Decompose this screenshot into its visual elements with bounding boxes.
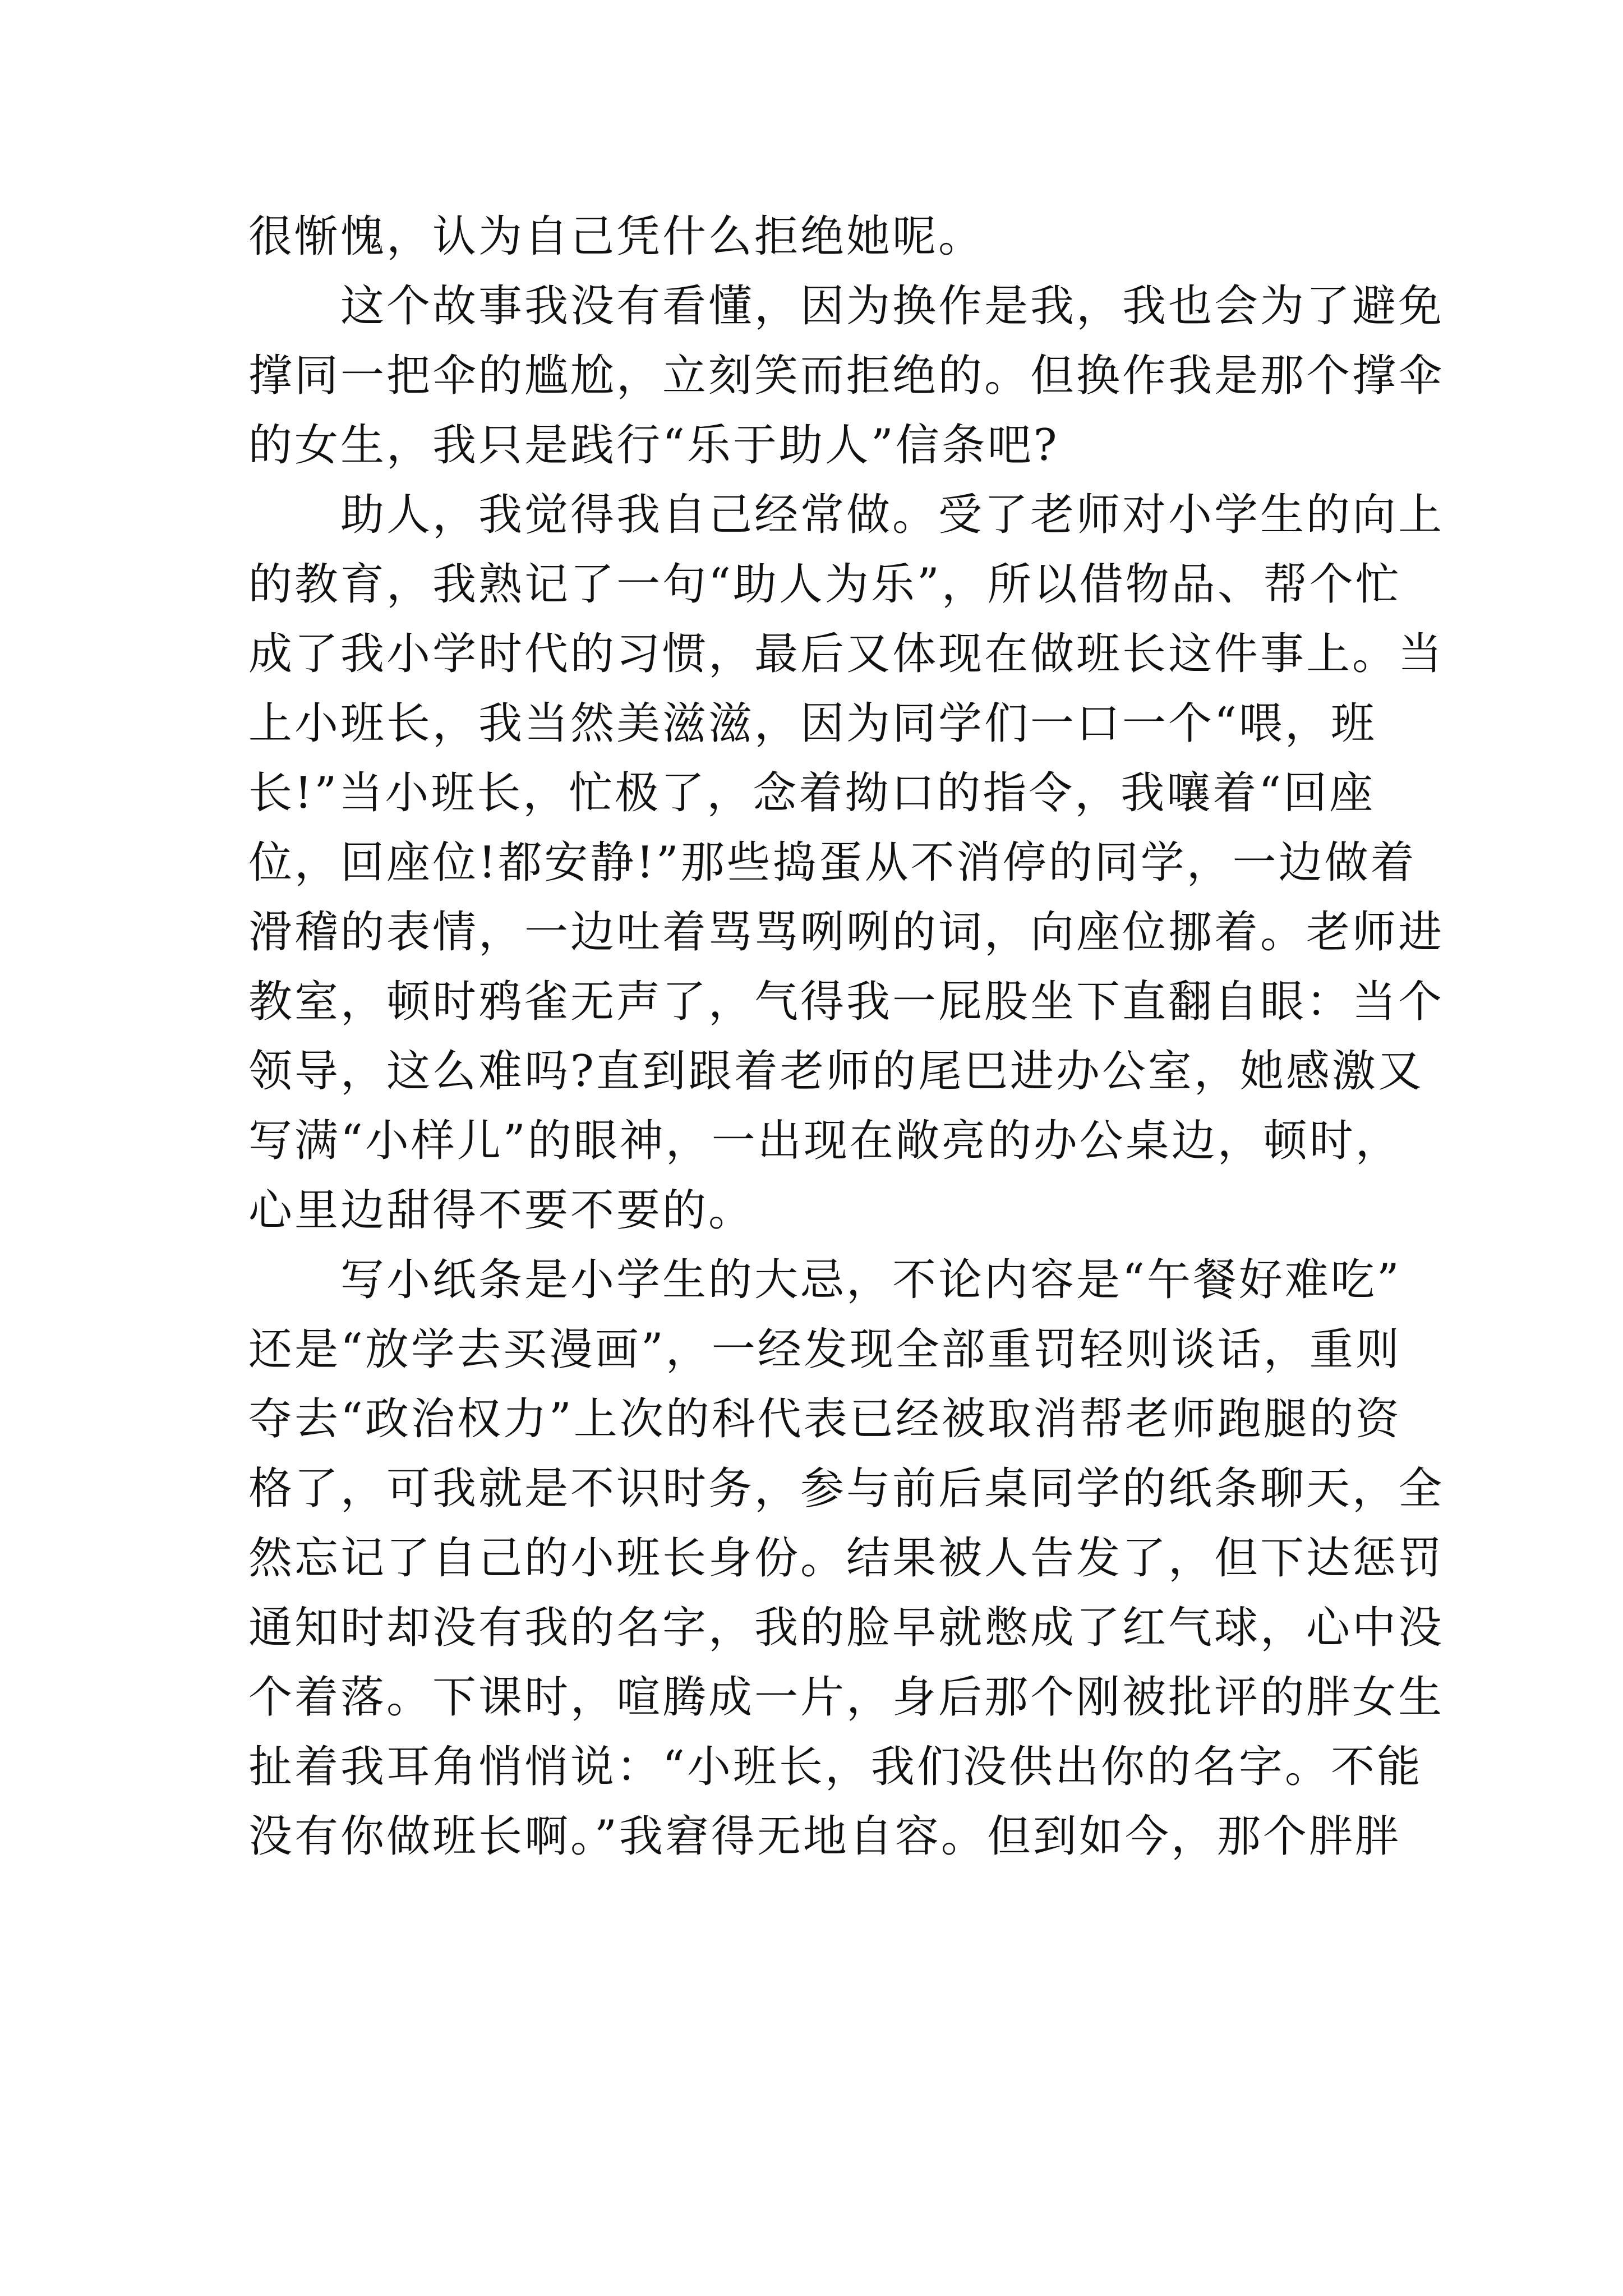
text-line: 撑同一把伞的尴尬，立刻笑而拒绝的。但换作我是那个撑伞 — [248, 351, 1445, 401]
text-line: 写小纸条是小学生的大忌，不论内容是“午餐好难吃” — [340, 1255, 1401, 1305]
text-line: 夺去“政治权力”上次的科代表已经被取消帮老师跑腿的资 — [248, 1394, 1401, 1444]
text-line: 写满“小样儿”的眼神，一出现在敞亮的办公桌边，顿时， — [248, 1116, 1401, 1166]
text-line: 然忘记了自己的小班长身份。结果被人告发了，但下达惩罚 — [248, 1533, 1445, 1584]
text-line: 长!”当小班长，忙极了，念着拗口的指令，我嚷着“回座 — [248, 768, 1376, 818]
text-line: 个着落。下课时，喧腾成一片，身后那个刚被批评的胖女生 — [248, 1672, 1445, 1723]
text-line: 教室，顿时鸦雀无声了，气得我一屁股坐下直翻自眼：当个 — [248, 977, 1445, 1027]
body-text — [248, 202, 1445, 1871]
text-line: 助人，我觉得我自己经常做。受了老师对小学生的向上 — [340, 490, 1445, 540]
text-line: 的教育，我熟记了一句“助人为乐”，所以借物品、帮个忙 — [248, 559, 1401, 610]
text-line: 格了，可我就是不识时务，参与前后桌同学的纸条聊天，全 — [248, 1464, 1445, 1514]
text-line: 位，回座位!都安静!”那些捣蛋从不消停的同学，一边做着 — [248, 838, 1417, 888]
text-line: 领导，这么难吗?直到跟着老师的尾巴进办公室，她感激又 — [248, 1046, 1424, 1097]
text-line: 很惭愧，认为自己凭什么拒绝她呢。 — [248, 211, 985, 262]
text-line: 没有你做班长啊。”我窘得无地自容。但到如今，那个胖胖 — [248, 1811, 1401, 1862]
text-line: 通知时却没有我的名字，我的脸早就憋成了红气球，心中没 — [248, 1603, 1445, 1653]
text-line: 心里边甜得不要不要的。 — [248, 1185, 755, 1236]
text-line: 成了我小学时代的习惯，最后又体现在做班长这件事上。当 — [248, 629, 1445, 679]
text-line: 滑稽的表情，一边吐着骂骂咧咧的词，向座位挪着。老师进 — [248, 907, 1445, 958]
text-line: 的女生，我只是践行“乐于助人”信条吧? — [248, 420, 1059, 471]
text-line: 这个故事我没有看懂，因为换作是我，我也会为了避免 — [340, 281, 1445, 332]
text-line: 扯着我耳角悄悄说：“小班长，我们没供出你的名字。不能 — [248, 1742, 1423, 1792]
text-line: 上小班长，我当然美滋滋，因为同学们一口一个“喂，班 — [248, 698, 1377, 749]
text-line: 还是“放学去买漫画”，一经发现全部重罚轻则谈话，重则 — [248, 1324, 1401, 1375]
